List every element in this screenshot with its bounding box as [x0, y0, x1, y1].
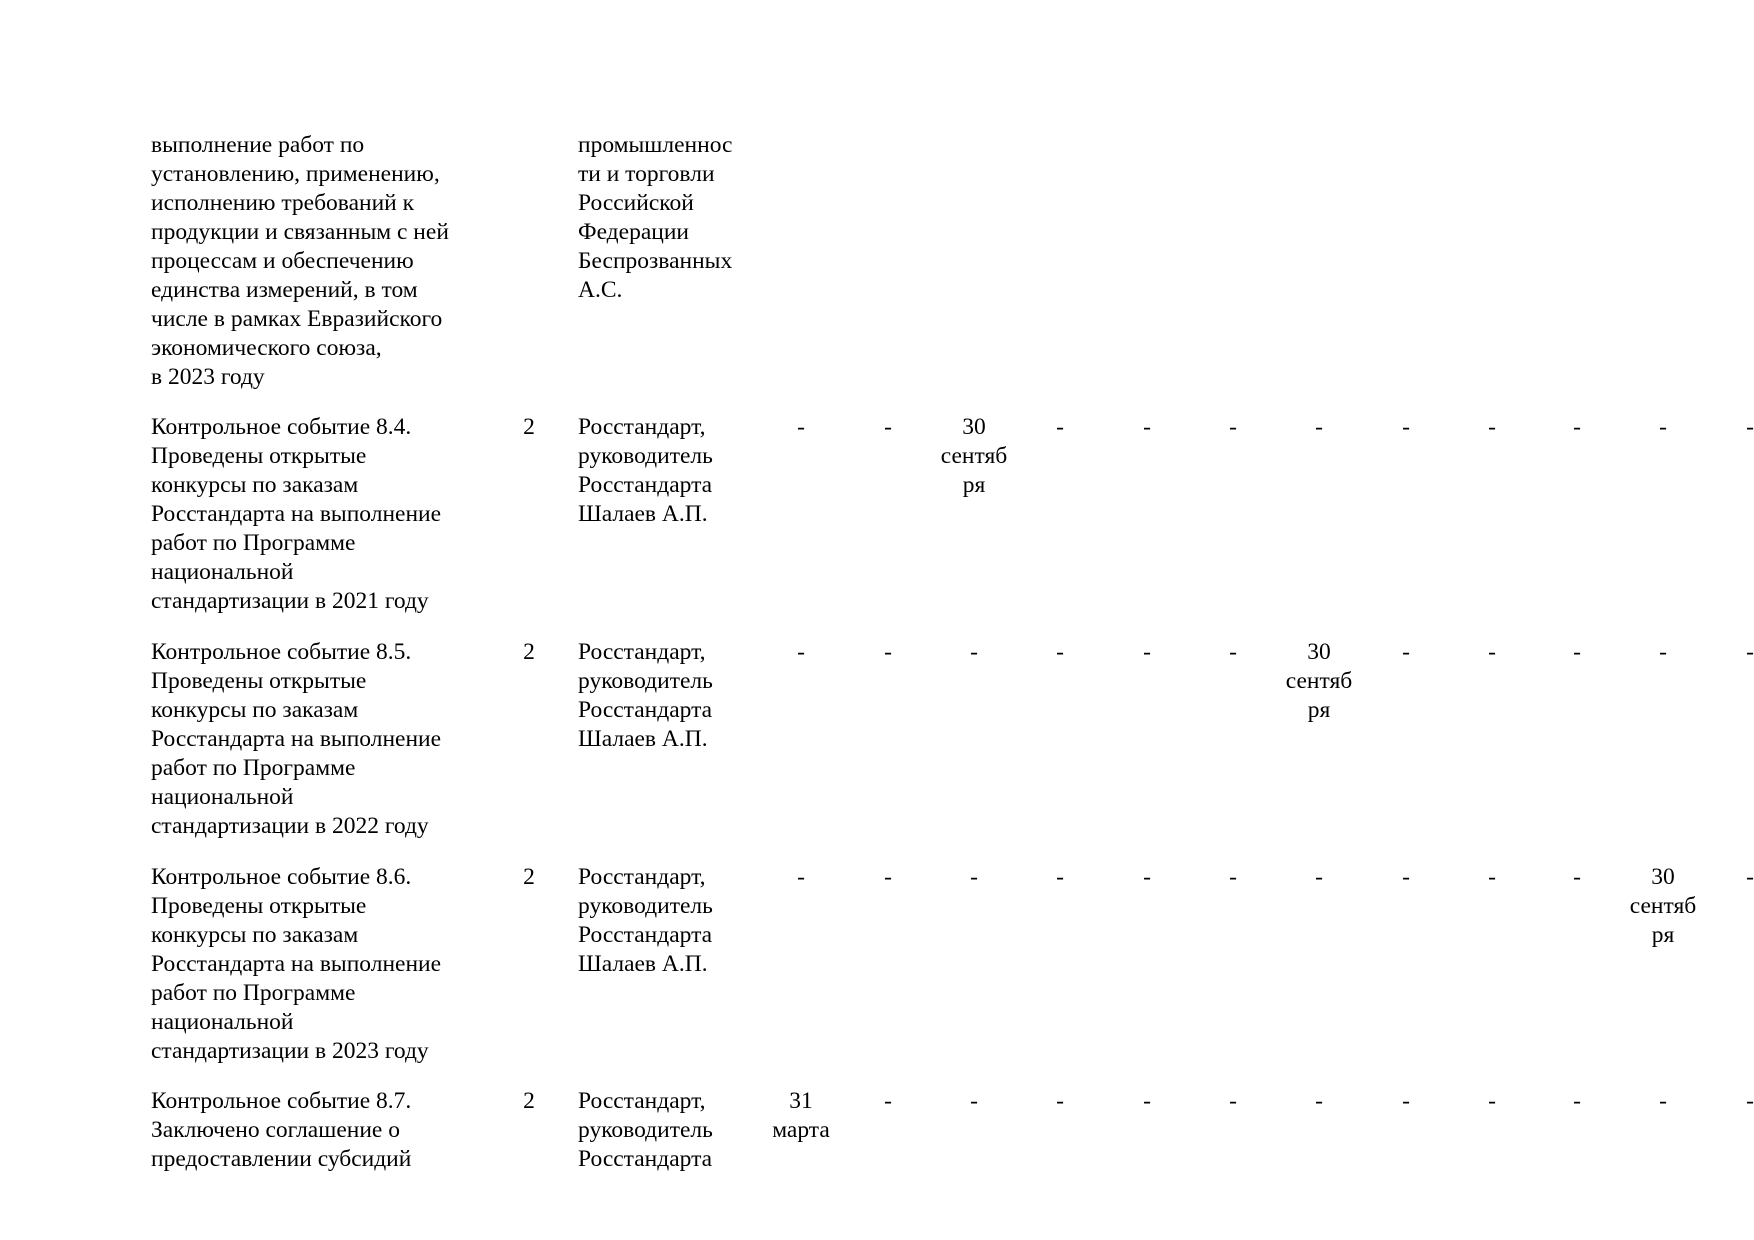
date-cell: - [1143, 1088, 1151, 1114]
date-cell: - [1488, 639, 1496, 665]
event-description: Контрольное событие 8.6. Проведены открытые конкурсы по заказам Росстандарта на выполнение работ по Программе национальной стандартизации в 2023 году [151, 864, 442, 1064]
date-cell: 30 сентяб ря [1629, 864, 1697, 948]
date-cell: - [1659, 414, 1667, 440]
date-cell: - [1056, 414, 1064, 440]
date-cell: - [1402, 1088, 1410, 1114]
responsible-party: Росстандарт, руководитель Росстандарта Шалаев А.П. [578, 639, 713, 752]
date-cell: - [1229, 864, 1237, 890]
event-description: Контрольное событие 8.4. Проведены открытые конкурсы по заказам Росстандарта на выполнение работ по Программе национальной стандартизации в 2021 году [151, 414, 442, 614]
date-cell: - [1315, 1088, 1323, 1114]
date-cell: - [797, 414, 805, 440]
responsible-party: Росстандарт, руководитель Росстандарта Шалаев А.П. [578, 864, 713, 977]
date-cell: - [1056, 1088, 1064, 1114]
date-cell: - [1315, 414, 1323, 440]
date-cell: - [1488, 1088, 1496, 1114]
date-cell: - [1315, 864, 1323, 890]
event-description: Контрольное событие 8.7. Заключено соглашение о предоставлении субсидий [151, 1088, 412, 1172]
date-cell: - [1056, 864, 1064, 890]
date-cell: - [1143, 864, 1151, 890]
date-cell: - [797, 639, 805, 665]
date-cell: - [1573, 639, 1581, 665]
date-cell: - [884, 414, 892, 440]
date-cell: - [1659, 639, 1667, 665]
date-cell: - [1402, 414, 1410, 440]
date-cell: - [970, 639, 978, 665]
date-cell: - [1573, 414, 1581, 440]
date-cell: - [1143, 639, 1151, 665]
date-cell: 30 сентяб ря [1285, 639, 1353, 723]
date-cell: - [1746, 1088, 1754, 1114]
date-cell: - [884, 1088, 892, 1114]
date-cell: - [1229, 1088, 1237, 1114]
date-cell: - [1056, 639, 1064, 665]
date-cell: - [1402, 639, 1410, 665]
responsible-party: Росстандарт, руководитель Росстандарта [578, 1088, 713, 1172]
date-cell: - [797, 864, 805, 890]
date-cell: - [1573, 1088, 1581, 1114]
event-number: 2 [523, 1088, 535, 1114]
responsible-party: промышленнос ти и торговли Российской Федерации Беспрозванных А.С. [578, 132, 733, 303]
date-cell: - [1573, 864, 1581, 890]
date-cell: 31 марта [772, 1088, 830, 1143]
date-cell: - [1143, 414, 1151, 440]
date-cell: - [884, 864, 892, 890]
event-description: выполнение работ по установлению, применению, исполнению требований к продукции и связанным с ней процессам и обеспечению единства измерений, в том числе в рамках Евразийского экономического союза, в 2023 году [151, 132, 449, 390]
date-cell: - [1746, 864, 1754, 890]
date-cell: - [1488, 414, 1496, 440]
date-cell: - [1659, 1088, 1667, 1114]
date-cell: - [1229, 414, 1237, 440]
event-description: Контрольное событие 8.5. Проведены открытые конкурсы по заказам Росстандарта на выполнение работ по Программе национальной стандартизации в 2022 году [151, 639, 442, 839]
date-cell: - [1402, 864, 1410, 890]
date-cell: - [970, 1088, 978, 1114]
date-cell: - [1229, 639, 1237, 665]
date-cell: - [1746, 414, 1754, 440]
date-cell: - [970, 864, 978, 890]
event-number: 2 [523, 864, 535, 890]
responsible-party: Росстандарт, руководитель Росстандарта Шалаев А.П. [578, 414, 713, 527]
date-cell: - [1488, 864, 1496, 890]
date-cell: - [1746, 639, 1754, 665]
event-number: 2 [523, 414, 535, 440]
date-cell: 30 сентяб ря [940, 414, 1008, 498]
event-number: 2 [523, 639, 535, 665]
date-cell: - [884, 639, 892, 665]
